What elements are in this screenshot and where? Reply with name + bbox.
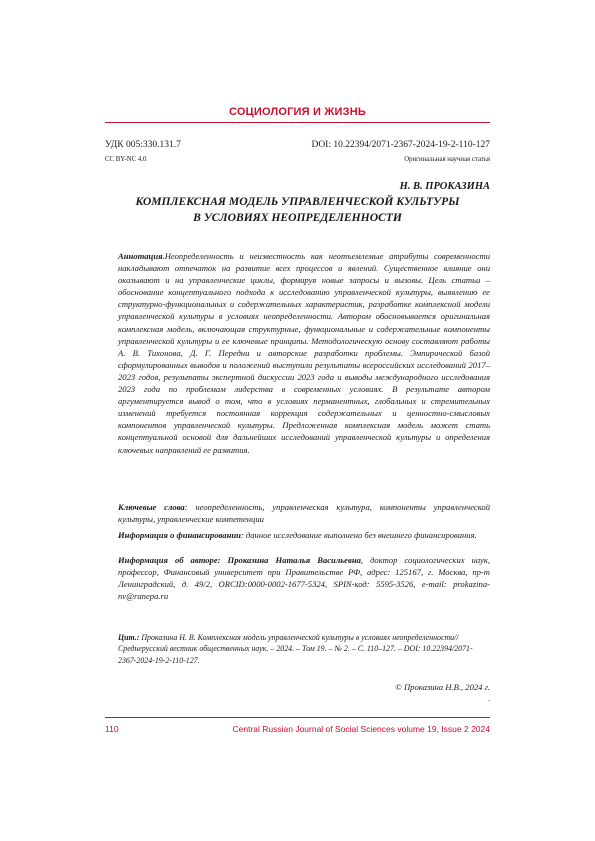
meta-row-license <box>105 156 490 163</box>
meta-row-identifiers <box>105 140 490 150</box>
section-header: СОЦИОЛОГИЯ И ЖИЗНЬ <box>229 106 366 118</box>
keywords <box>118 501 490 525</box>
journal-name: Central Russian Journal of Social Sciences volume 19, Issue 2 2024 <box>232 724 490 734</box>
funding-info <box>118 529 490 541</box>
citation-text: Проказина Н. В. Комплексная модель управленческой культуры в условиях неопределенности// Среднерусский вестник общественных наук. – 2024. – Том 19. – № 2. – С. 110–127. – DOI: 10.22394/2071-2367-2024-19-2-110-127. <box>118 633 473 665</box>
page-number: 110 <box>105 724 119 734</box>
footer-rule <box>105 717 490 718</box>
funding-text: : данное исследование выполнено без внешнего финансирования. <box>240 530 477 540</box>
abstract-text: Неопределенность и неизвестность как неотъемлемые атрибуты современности накладывают отпечаток на развитие всех процессов и явлений. Существенное влияние они оказывают и на управленческие циклы, формируя новые запросы и вызовы. Цель статьи – обоснование концептуального подхода к исследованию управленческой культуры, выявлению ее структурно-функциональных и содержательных характеристик, разработке комплексной модели управленческой культуры в условиях неопределенности. Автором обосновывается оригинальная комплексная модель, включающая структурные, функциональные и содержательные компоненты управленческой культуры и ее ключевые принципы. Методологическую основу составляют работы А. В. Тихонова, Д. Г. Передни и авторские разработки проблемы. Эмпирической базой сформулированных выводов и положений выступили результаты всероссийских исследований 2017–2023 годов, результаты экспертной дискуссии 2023 года и выводы международного исследования 2023 года по проблемам лидерства в современных условиях. В результате автором аргументируется вывод о том, что в условиях перманентных, глобальных и стремительных изменений требуется постоянная коррекция содержательных и ценностно-смысловых компонентов управленческой культуры. Предложенная комплексная модель может стать концептуальной основой для дальнейших исследований управленческой культуры и определения ключевых направлений ее развития. <box>118 251 490 455</box>
author-name: Н. В. ПРОКАЗИНА <box>399 181 490 192</box>
author-info-text: , доктор социологических наук, профессор, Финансовый университет при Правительстве РФ, адрес: 125167, г. Москва, пр-т Ленинградский, д. 49/2, ORCID:0000-0002-1677-5324, SPIN-код: 5595-3526, e-mail: prokazina-nv@ranepa.ru <box>118 555 490 602</box>
end-mark: . <box>488 694 490 703</box>
article-title <box>105 194 490 226</box>
funding-label: Информация о финансировании <box>118 530 241 540</box>
udc-code: УДК 005:330.131.7 <box>105 140 181 150</box>
abstract-label: Аннотация. <box>118 251 165 261</box>
article-type: Оригинальная научная статья <box>404 156 490 163</box>
license: CC BY-NC 4.0 <box>105 156 147 163</box>
abstract <box>118 250 490 456</box>
header-rule <box>105 122 490 123</box>
citation-label: Цит.: <box>118 633 140 642</box>
keywords-label: Ключевые слова <box>118 502 185 512</box>
copyright: © Проказина Н.В., 2024 г. <box>395 682 490 692</box>
title-line-2: В УСЛОВИЯХ НЕОПРЕДЕЛЕННОСТИ <box>193 211 402 224</box>
doi: DOI: 10.22394/2071-2367-2024-19-2-110-127 <box>311 140 490 150</box>
author-info-label: Информация об авторе: Проказина Наталья Васильевна <box>118 555 361 565</box>
title-line-1: КОМПЛЕКСНАЯ МОДЕЛЬ УПРАВЛЕНЧЕСКОЙ КУЛЬТУРЫ <box>135 195 460 208</box>
keywords-text: : неопределенность, управленческая культура, компоненты управленческой культуры, управленческие компетенции <box>118 502 490 525</box>
author-info <box>118 554 490 602</box>
citation <box>118 632 490 666</box>
